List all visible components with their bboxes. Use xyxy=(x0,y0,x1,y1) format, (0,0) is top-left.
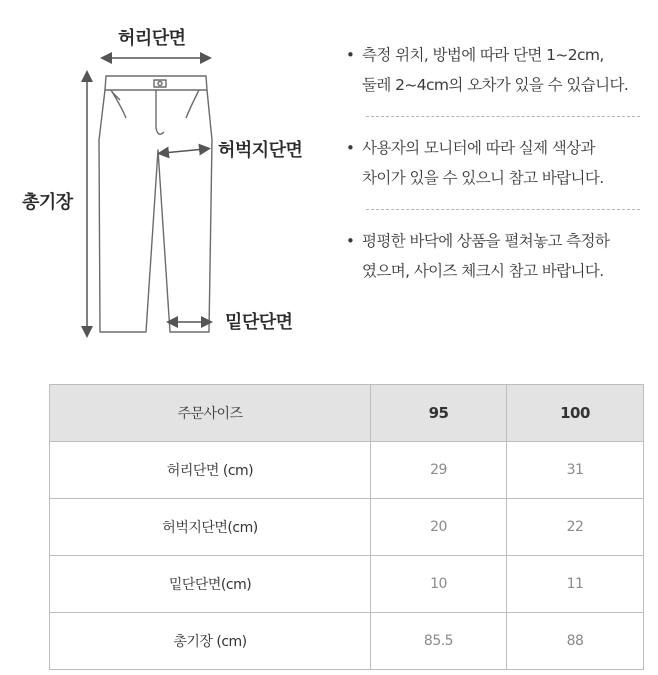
table-row xyxy=(50,499,644,556)
hem-label: 밑단단면 xyxy=(225,312,293,333)
length-label: 총기장 xyxy=(22,192,73,213)
cell-value: 85.5 xyxy=(371,613,507,670)
note-line: 사용자의 모니터에 따라 실제 색상과 xyxy=(362,139,595,157)
cell-value: 22 xyxy=(507,499,644,556)
cell-value: 20 xyxy=(371,499,507,556)
row-label: 밑단단면(cm) xyxy=(50,556,371,613)
row-label: 허리단면 (cm) xyxy=(50,442,371,499)
dashed-divider xyxy=(366,209,640,210)
cell-value: 31 xyxy=(507,442,644,499)
pants-icon xyxy=(0,0,330,350)
cell-value: 11 xyxy=(507,556,644,613)
cell-value: 10 xyxy=(371,556,507,613)
cell-value: 88 xyxy=(507,613,644,670)
note-item xyxy=(340,226,658,286)
cell-value: 29 xyxy=(371,442,507,499)
note-line: 차이가 있을 수 있으니 참고 바랍니다. xyxy=(362,169,604,187)
thigh-label: 허벅지단면 xyxy=(218,140,303,161)
header-order-size: 주문사이즈 xyxy=(50,385,371,442)
dashed-divider xyxy=(366,116,640,117)
note-item xyxy=(340,40,658,100)
bullet-icon: • xyxy=(346,232,355,250)
note-item xyxy=(340,133,658,193)
row-label: 총기장 (cm) xyxy=(50,613,371,670)
table-row xyxy=(50,442,644,499)
note-line: 측정 위치, 방법에 따라 단면 1~2cm, xyxy=(362,46,604,64)
notes-list xyxy=(340,40,658,286)
waist-label: 허리단면 xyxy=(118,28,186,49)
note-line: 둘레 2~4cm의 오차가 있을 수 있습니다. xyxy=(362,76,629,94)
bullet-icon: • xyxy=(346,46,355,64)
bullet-icon: • xyxy=(346,139,355,157)
table-header-row xyxy=(50,385,644,442)
table-row xyxy=(50,613,644,670)
note-line: 평평한 바닥에 상품을 펼쳐놓고 측정하 xyxy=(362,232,610,250)
size-diagram xyxy=(0,0,330,350)
header-size-95: 95 xyxy=(371,385,507,442)
table-row xyxy=(50,556,644,613)
header-size-100: 100 xyxy=(507,385,644,442)
note-line: 였으며, 사이즈 체크시 참고 바랍니다. xyxy=(362,262,604,280)
row-label: 허벅지단면(cm) xyxy=(50,499,371,556)
size-table xyxy=(49,384,644,670)
